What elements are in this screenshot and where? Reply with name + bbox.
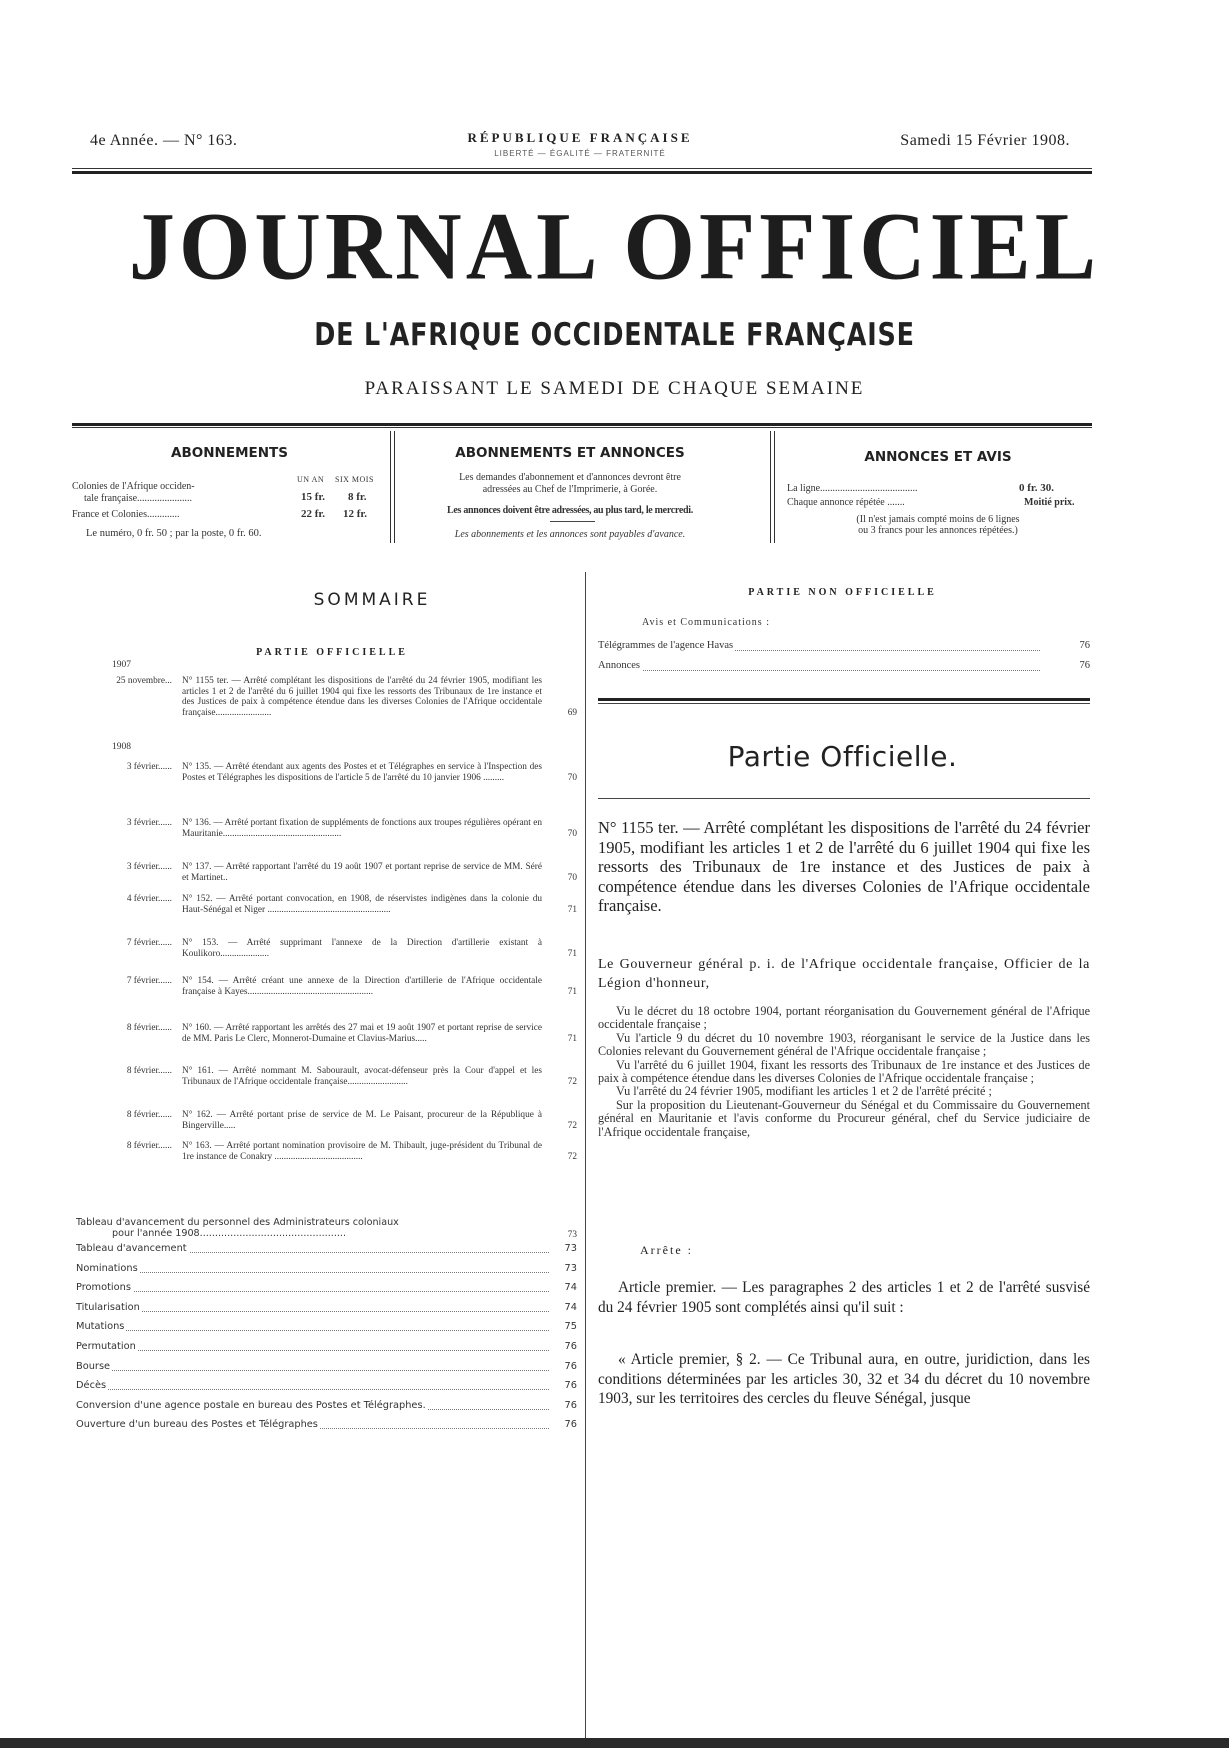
sommaire-line bbox=[72, 1321, 577, 1335]
entry-page: 72 bbox=[567, 1121, 577, 1131]
annonces-line3: Les annonces doivent être adressées, au plus tard, le mercredi. bbox=[447, 505, 693, 516]
annonces-line4: Les abonnements et les annonces sont payables d'avance. bbox=[454, 529, 686, 540]
line-label: Tableau d'avancement bbox=[76, 1243, 187, 1254]
abonnements-annonces-box bbox=[400, 425, 740, 550]
sommaire-line bbox=[72, 1282, 577, 1296]
sommaire-line bbox=[72, 1243, 577, 1257]
repete-label: Chaque annonce répétée ....... bbox=[787, 497, 905, 508]
entry-text: N° 162. — Arrêté portant prise de service de M. Le Paisant, procureur de la République à Bingerville..... bbox=[182, 1110, 542, 1131]
entry-text: N° 161. — Arrêté nommant M. Sabourault, avocat-défenseur près la Cour d'appel et les Tribunaux de l'Afrique occidentale française.......................... bbox=[182, 1066, 542, 1087]
subscription-boxes bbox=[72, 425, 1092, 550]
entry-date: 25 novembre... bbox=[116, 676, 172, 686]
header-topline bbox=[90, 130, 1070, 170]
article-premier-s2-text: « Article premier, § 2. — Ce Tribunal aura, en outre, juridiction, dans les conditions déterminées par les articles 30, 32 et 34 du décret du 10 novembre 1903, sur les territoires des cercles du fleuve Sénégal, jusque bbox=[598, 1351, 1090, 1407]
republic-label: RÉPUBLIQUE FRANÇAISE bbox=[467, 130, 693, 145]
tableau-line-b: pour l'année 1908................................................ bbox=[112, 1228, 347, 1239]
sommaire-line bbox=[72, 1419, 577, 1433]
issue-date: Samedi 15 Février 1908. bbox=[900, 132, 1070, 149]
entry-date: 7 février...... bbox=[126, 938, 172, 948]
right-rule-under-title bbox=[598, 798, 1090, 799]
line-label: Nominations bbox=[76, 1262, 138, 1274]
masthead-subtitle: DE L'AFRIQUE OCCIDENTALE FRANÇAISE bbox=[314, 317, 915, 353]
line-label: Décès bbox=[76, 1380, 107, 1392]
entry-text: N° 1155 ter. — Arrêté complétant les dispositions de l'arrêté du 24 février 1905, modifiant les articles 1 et 2 de l'arrêté du 6 juillet 1904 qui fixe les ressorts des Tribunaux de 1re instance et des Justices de paix à compétence étendue dans les diverses Colonies de l'Afrique occidentale française........................ bbox=[182, 676, 542, 718]
box-separator bbox=[394, 431, 395, 543]
line-page: 74 bbox=[564, 1282, 577, 1294]
sommaire-line bbox=[72, 1380, 577, 1394]
entry-page: 70 bbox=[567, 829, 577, 839]
entry-date: 8 février...... bbox=[126, 1023, 172, 1033]
right-rule-thin bbox=[598, 703, 1090, 704]
republic-motto: LIBERTÉ — ÉGALITÉ — FRATERNITÉ bbox=[494, 149, 666, 158]
sommaire-title: SOMMAIRE bbox=[313, 590, 431, 610]
line-page: 75 bbox=[564, 1321, 577, 1333]
year-1908: 1908 bbox=[112, 742, 131, 752]
row1-label-b: tale française...................... bbox=[84, 493, 193, 504]
entry-page: 71 bbox=[567, 949, 577, 959]
sommaire-line bbox=[72, 1400, 577, 1414]
entry-date: 3 février...... bbox=[126, 818, 172, 828]
abonnements-box bbox=[72, 425, 387, 550]
line-page: 76 bbox=[564, 1380, 577, 1392]
col-un-an: UN AN bbox=[297, 475, 325, 484]
entry-date: 8 février...... bbox=[126, 1141, 172, 1151]
tableau-page: 73 bbox=[567, 1230, 577, 1240]
article-premier bbox=[598, 1278, 1090, 1317]
line-label: Ouverture d'un bureau des Postes et Télégraphes bbox=[76, 1419, 318, 1431]
line-label: Promotions bbox=[76, 1282, 131, 1294]
abonnements-title: ABONNEMENTS bbox=[171, 445, 288, 461]
row1-six: 8 fr. bbox=[348, 491, 367, 503]
article-premier-s2 bbox=[598, 1350, 1090, 1409]
entry-text: N° 154. — Arrêté créant une annexe de la Direction d'artillerie de l'Afrique occidentale française à Kayes...................................................... bbox=[182, 976, 542, 997]
ligne-label: La ligne....................................... bbox=[787, 483, 918, 494]
entry-text: N° 163. — Arrêté portant nomination provisoire de M. Thibault, juge-président du Tribunal de 1re instance de Conakry ...................................... bbox=[182, 1141, 542, 1162]
entry-text: N° 136. — Arrêté portant fixation de suppléments de fonctions aux troupes régulières opérant en Mauritanie................................................... bbox=[182, 818, 542, 839]
entry-page: 69 bbox=[567, 708, 577, 718]
arrete-heading: N° 1155 ter. — Arrêté complétant les dispositions de l'arrêté du 24 février 1905, modifiant les articles 1 et 2 de l'arrêté du 6 juillet 1904 qui fixe les ressorts des Tribunaux de 1re instance et des Justices de paix à compétence étendue dans les diverses Colonies de l'Afrique occidentale française. bbox=[598, 818, 1090, 915]
entry-text: N° 137. — Arrêté rapportant l'arrêté du 19 août 1907 et portant reprise de service de MM. Séré et Martinet.. bbox=[182, 862, 542, 883]
entry-text: N° 160. — Arrêté rapportant les arrêtés des 27 mai et 19 août 1907 et portant reprise de service de MM. Paris Le Clerc, Monnerot-Dumaine et Clavius-Marius..... bbox=[182, 1023, 542, 1044]
visa-paragraph: Vu l'arrêté du 6 juillet 1904, fixant les ressorts des Tribunaux de 1re instance et des Justices de paix à compétence étendue dans les diverses Colonies de l'Afrique occidentale française ; bbox=[598, 1057, 1090, 1086]
line-label: Mutations bbox=[76, 1321, 125, 1333]
repete-price: Moitié prix. bbox=[1024, 497, 1075, 508]
header-rule-thick bbox=[72, 171, 1092, 174]
visas-paragraphs bbox=[598, 1005, 1090, 1139]
entry-page: 72 bbox=[567, 1077, 577, 1087]
line-page: 76 bbox=[564, 1399, 577, 1411]
entry-date: 3 février...... bbox=[126, 762, 172, 772]
entry-text: N° 135. — Arrêté étendant aux agents des Postes et et Télégraphes en service à l'Inspection des Postes et Télégraphes les dispositions de l'article 5 de l'arrêté du 10 janvier 1906 ......... bbox=[182, 762, 542, 783]
line-label: Permutation bbox=[76, 1341, 136, 1352]
line-page: 76 bbox=[564, 1419, 577, 1431]
line-page: 74 bbox=[564, 1301, 577, 1313]
entry-date: 8 février...... bbox=[126, 1066, 172, 1076]
right-rule-thick bbox=[598, 698, 1090, 701]
entry-date: 7 février...... bbox=[126, 976, 172, 986]
line-label: Conversion d'une agence postale en bureau des Postes et Télégraphes. bbox=[76, 1399, 426, 1411]
row2-label: France et Colonies............. bbox=[72, 509, 180, 520]
entry-page: 70 bbox=[567, 773, 577, 783]
entry-page: 71 bbox=[567, 905, 577, 915]
year-1907: 1907 bbox=[112, 660, 131, 670]
row1-an: 15 fr. bbox=[301, 491, 326, 503]
masthead-tagline: PARAISSANT LE SAMEDI DE CHAQUE SEMAINE bbox=[364, 378, 865, 399]
line-label: Titularisation bbox=[76, 1301, 140, 1313]
line-label: Télégrammes de l'agence Havas bbox=[598, 640, 734, 651]
annonces-line2: adressées au Chef de l'Imprimerie, à Gorée. bbox=[482, 484, 658, 495]
box-separator bbox=[770, 431, 771, 543]
line-page: 76 bbox=[1079, 660, 1090, 671]
scan-bottom-edge bbox=[0, 1738, 1229, 1748]
sommaire-line bbox=[72, 1302, 577, 1316]
annonces-avis-box bbox=[784, 425, 1092, 550]
sommaire-line bbox=[72, 1361, 577, 1375]
entry-date: 4 février...... bbox=[126, 894, 172, 904]
header-rule-thin bbox=[72, 168, 1092, 169]
entry-page: 71 bbox=[567, 987, 577, 997]
annonces-line1: Les demandes d'abonnement et d'annonces devront être bbox=[459, 472, 681, 483]
non-officielle-line bbox=[598, 640, 1090, 654]
column-separator bbox=[585, 572, 586, 1742]
sommaire-line bbox=[72, 1263, 577, 1277]
partie-non-officielle-title: PARTIE NON OFFICIELLE bbox=[748, 587, 937, 598]
line-page: 76 bbox=[1079, 640, 1090, 651]
masthead-title: JOURNAL OFFICIEL bbox=[128, 192, 1101, 300]
visa-paragraph: Vu l'article 9 du décret du 10 novembre 1903, réorganisant le service de la Justice dans les Colonies relevant du Gouvernement général de l'Afrique occidentale française ; bbox=[598, 1030, 1090, 1059]
annonces-note2: ou 3 francs pour les annonces répétées.) bbox=[858, 525, 1018, 536]
ligne-price: 0 fr. 30. bbox=[1019, 482, 1055, 494]
line-page: 73 bbox=[564, 1262, 577, 1274]
annonces-divider bbox=[550, 521, 595, 522]
avis-communications: Avis et Communications : bbox=[642, 617, 770, 628]
entry-page: 70 bbox=[567, 873, 577, 883]
row2-an: 22 fr. bbox=[301, 508, 326, 520]
box-separator bbox=[390, 431, 391, 543]
entry-page: 72 bbox=[567, 1152, 577, 1162]
line-page: 76 bbox=[564, 1360, 577, 1372]
sommaire-line bbox=[72, 1341, 577, 1355]
line-page: 73 bbox=[564, 1243, 577, 1254]
visa-paragraph: Sur la proposition du Lieutenant-Gouverneur du Sénégal et du Commissaire du Gouvernement général en Mauritanie et l'avis conforme du Procureur général, chef du Service judiciaire de l'Afrique occidentale française, bbox=[598, 1097, 1090, 1139]
article-premier-text: Article premier. — Les paragraphes 2 des articles 1 et 2 de l'arrêté susvisé du 24 février 1905 sont complétés ainsi qu'il suit : bbox=[598, 1279, 1090, 1316]
arrete-word: Arrête : bbox=[640, 1243, 693, 1257]
line-label: Annonces bbox=[598, 660, 640, 671]
annonces-avis-title: ANNONCES ET AVIS bbox=[864, 449, 1012, 465]
row1-label-a: Colonies de l'Afrique occiden- bbox=[72, 481, 195, 492]
annonces-note1: (Il n'est jamais compté moins de 6 lignes bbox=[856, 514, 1020, 525]
entry-text: N° 153. — Arrêté supprimant l'annexe de la Direction d'artillerie existant à Koulikoro..................... bbox=[182, 938, 542, 959]
entry-date: 8 février...... bbox=[126, 1110, 172, 1120]
entry-page: 71 bbox=[567, 1034, 577, 1044]
issue-number: 4e Année. — N° 163. bbox=[90, 132, 238, 149]
entry-date: 3 février...... bbox=[126, 862, 172, 872]
visa-paragraph: Vu le décret du 18 octobre 1904, portant réorganisation du Gouvernement général de l'Afrique occidentale française ; bbox=[598, 1004, 1090, 1032]
visa-paragraph: Vu l'arrêté du 24 février 1905, modifiant les articles 1 et 2 de l'arrêté précité ; bbox=[616, 1084, 992, 1099]
row2-six: 12 fr. bbox=[343, 508, 368, 520]
entry-text: N° 152. — Arrêté portant convocation, en 1908, de réservistes indigènes dans la colonie du Haut-Sénégal et Niger ..................................................... bbox=[182, 894, 542, 915]
numero-price: Le numéro, 0 fr. 50 ; par la poste, 0 fr. 60. bbox=[86, 528, 262, 539]
non-officielle-line bbox=[598, 660, 1090, 674]
gouverneur-line: Le Gouverneur général p. i. de l'Afrique occidentale française, Officier de la Légion d'honneur, bbox=[598, 957, 1090, 991]
tableau-line-a: Tableau d'avancement du personnel des Administrateurs coloniaux bbox=[76, 1217, 399, 1228]
line-label: Bourse bbox=[76, 1360, 111, 1372]
abonnements-annonces-title: ABONNEMENTS ET ANNONCES bbox=[455, 445, 685, 461]
box-separator bbox=[774, 431, 775, 543]
sommaire-partie-officielle: PARTIE OFFICIELLE bbox=[256, 647, 408, 658]
partie-officielle-title: Partie Officielle. bbox=[727, 740, 958, 773]
col-six-mois: SIX MOIS bbox=[335, 475, 374, 484]
line-page: 76 bbox=[564, 1341, 577, 1352]
